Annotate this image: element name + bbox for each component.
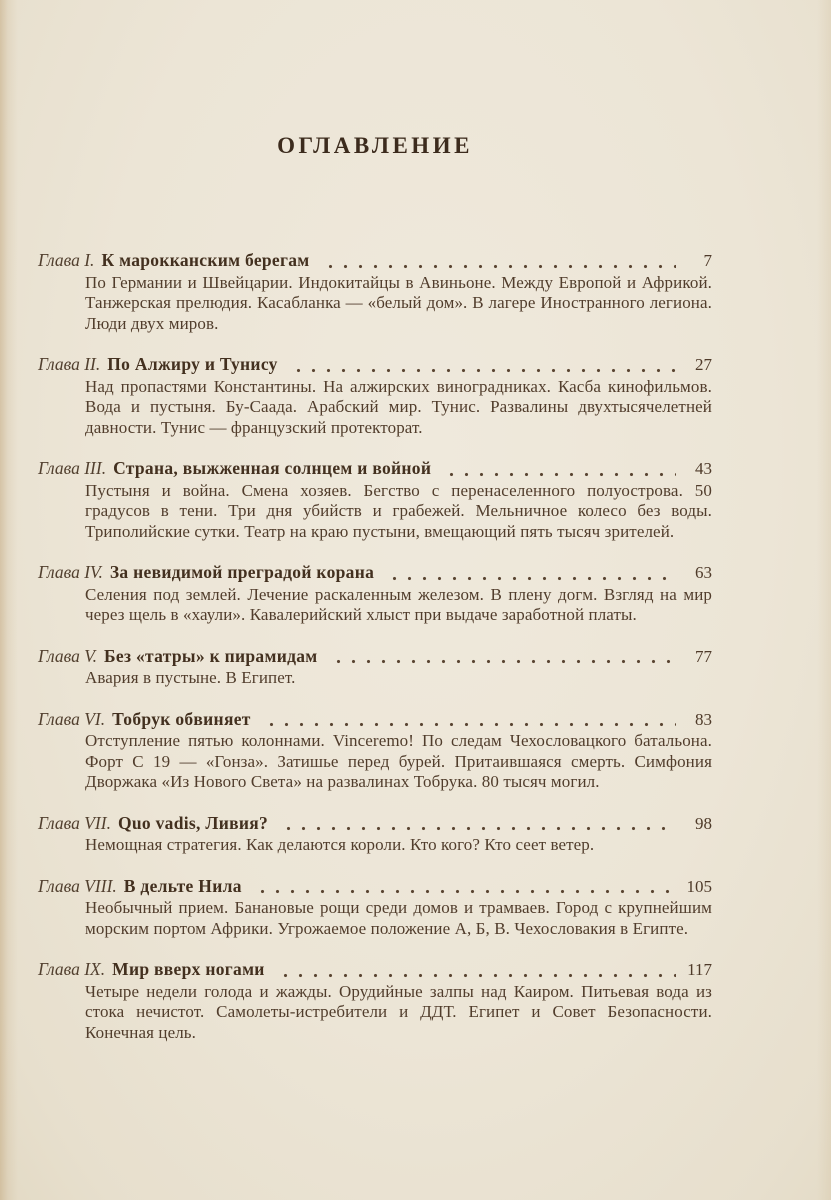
- chapter-description: Селения под землей. Лечение раскаленным железом. В плену догм. Взгляд на мир через щель в «хаули». Кавалерийский хлыст при выдаче заработной платы.: [85, 584, 712, 624]
- dot-leader: [440, 458, 676, 480]
- page-number: 27: [695, 355, 712, 374]
- toc-entry: [38, 709, 712, 793]
- toc-entry: [38, 562, 712, 626]
- page-number: 105: [686, 876, 712, 896]
- dot-leader: [251, 876, 676, 898]
- toc-entry: [38, 250, 712, 334]
- dot-leader: [274, 959, 676, 981]
- chapter-description: Четыре недели голода и жажды. Орудийные залпы над Каиром. Питьевая вода из стока нечистот. Самолеты-истребители и ДДТ. Египет и Совет Безопасности. Конечная цель.: [85, 981, 712, 1042]
- page-number: 43: [695, 459, 712, 478]
- chapter-description: По Германии и Швейцарии. Индокитайцы в Авиньоне. Между Европой и Африкой. Танжерская прелюдия. Касабланка — «белый дом». В лагере Иностранного легиона. Люди двух миров.: [85, 272, 712, 333]
- chapter-title: За невидимой преградой корана: [109, 562, 375, 582]
- chapter-label: Глава VIII.: [38, 875, 117, 896]
- toc-entry: [38, 959, 712, 1043]
- chapter-label: Глава VI.: [38, 708, 106, 729]
- dot-leader: [327, 646, 677, 668]
- toc-entry-heading: [38, 250, 712, 272]
- page-number: 77: [695, 646, 712, 666]
- toc-entry-heading: [38, 646, 712, 668]
- toc-entry: [38, 646, 712, 689]
- dot-leader: [319, 250, 676, 272]
- chapter-description: Отступление пятью колоннами. Vinceremo! По следам Чехословацкого батальона. Форт С 19 — «Гонза». Затишье перед бурей. Притаившаяся смерть. Симфония Дворжака «Из Нового Света» на развалинах Тобрука. 80 тысяч могил.: [85, 731, 712, 791]
- page-number: 83: [695, 709, 712, 729]
- chapter-label: Глава VII.: [38, 812, 111, 833]
- chapter-title: Без «татры» к пирамидам: [104, 645, 318, 666]
- table-of-contents: [38, 250, 712, 1043]
- chapter-label: Глава V.: [38, 645, 98, 666]
- chapter-title: Тобрук обвиняет: [112, 708, 251, 729]
- toc-entry-heading: [38, 562, 712, 584]
- chapter-label: Глава IV.: [38, 562, 103, 582]
- toc-entry-heading: [38, 709, 712, 731]
- chapter-title: К марокканским берегам: [101, 250, 310, 270]
- chapter-description: Немощная стратегия. Как делаются короли. Кто кого? Кто сеет ветер.: [85, 835, 595, 854]
- page-number: 63: [695, 563, 712, 582]
- chapter-description: Пустыня и война. Смена хозяев. Бегство с перенаселенного полуострова. 50 градусов в тени. Три дня убийств и грабежей. Мельничное колесо без воды. Триполийские сутки. Театр на краю пустыни, вмещающий пять тысяч зрителей.: [85, 480, 712, 541]
- chapter-title: В дельте Нила: [123, 875, 242, 896]
- toc-entry: [38, 813, 712, 856]
- chapter-label: Глава II.: [38, 354, 101, 374]
- toc-entry-heading: [38, 959, 712, 981]
- toc-entry-heading: [38, 354, 712, 376]
- page-number: 117: [687, 960, 712, 979]
- toc-entry-heading: [38, 876, 712, 898]
- toc-entry-heading: [38, 813, 712, 835]
- chapter-label: Глава I.: [38, 250, 95, 270]
- page-title: ОГЛАВЛЕНИЕ: [277, 133, 473, 158]
- chapter-title: Quo vadis, Ливия?: [117, 812, 269, 833]
- chapter-description: Авария в пустыне. В Египет.: [85, 668, 296, 687]
- chapter-title: Мир вверх ногами: [112, 959, 265, 979]
- dot-leader: [383, 562, 676, 584]
- toc-entry: [38, 354, 712, 438]
- toc-entry: [38, 876, 712, 940]
- toc-entry-heading: [38, 458, 712, 480]
- chapter-title: Страна, выжженная солнцем и войной: [113, 458, 432, 478]
- dot-leader: [277, 813, 676, 835]
- chapter-label: Глава III.: [38, 458, 107, 478]
- toc-entry: [38, 458, 712, 542]
- chapter-title: По Алжиру и Тунису: [107, 354, 278, 374]
- dot-leader: [260, 709, 676, 731]
- toc-content-column: [38, 0, 712, 1063]
- chapter-description: Над пропастями Константины. На алжирских виноградниках. Касба кинофильмов. Вода и пустыня. Бу-Саада. Арабский мир. Тунис. Развалины двухтысячелетней давности. Тунис — французский протекторат.: [85, 376, 712, 437]
- chapter-description: Необычный прием. Банановые рощи среди домов и трамваев. Город с крупнейшим морским портом Африки. Угрожаемое положение А, Б, В. Чехословакия в Египте.: [85, 898, 712, 938]
- page-number: 7: [703, 251, 712, 270]
- page-number: 98: [695, 813, 712, 833]
- dot-leader: [287, 354, 676, 376]
- chapter-label: Глава IX.: [38, 959, 106, 979]
